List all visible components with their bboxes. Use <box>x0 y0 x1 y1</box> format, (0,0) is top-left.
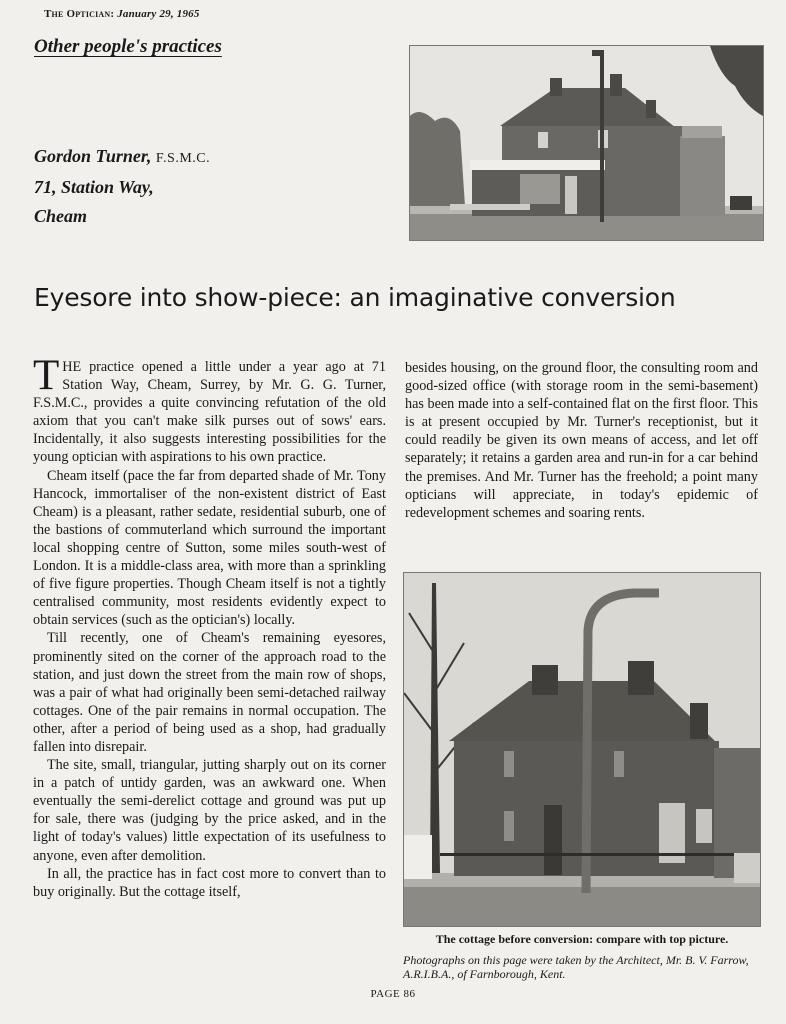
issue-date: January 29, 1965 <box>117 8 200 20</box>
article-paragraph: The site, small, triangular, jutting sharply out on its corner in a patch of untidy garden, was an awkward one. When eventually the semi-derelict cottage and ground was put up for sale, there was (judging by the price asked, and in the light of today's values) little expectation of its usefulness to anyone, even after demolition. <box>33 757 386 864</box>
address-name-line <box>34 142 210 173</box>
drop-cap: T <box>33 352 60 399</box>
photo-cottage-before <box>403 572 761 927</box>
article-paragraph: Cheam itself (pace the far from departed shade of Mr. Tony Hancock, immortaliser of the non-existent district of East Cheam) is a pleasant, rather sedate, residential suburb, one of the bastions of commuterland which surround the important local shopping centre of Sutton, some miles south-west of London. It is a middle-class area, with more than a sprinkling of five figure properties. Though Cheam itself is not a tightly centralised community, most residents evidently expect to obtain services (such as the optician's) locally. <box>33 467 386 629</box>
photo-credit: Photographs on this page were taken by the Architect, Mr. B. V. Farrow, A.R.I.B.A., of Farnborough, Kent. <box>403 953 749 981</box>
article-paragraph: besides housing, on the ground floor, the consulting room and good-sized office (with storage room in the semi-basement) has been made into a self-contained flat on the first floor. This is at present occupied by Mr. Turner's receptionist, but it could readily be given its own means of access, and let off separately; it retains a garden area and run-in for a car behind the premises. And Mr. Turner has the freehold; a point many opticians will appreciate, in today's epidemic of redevelopment schemes and soaring rents. <box>405 360 758 521</box>
article-paragraph <box>33 352 386 467</box>
article-headline: Eyesore into show-piece: an imaginative conversion <box>34 283 676 312</box>
article-paragraph: Till recently, one of Cheam's remaining eyesores, prominently sited on the corner of the approach road to the station, and just down the street from the main row of shops, was a pair of what had originally been semi-detached railway cottages. One of the pair remains in normal occupation. The other, after a period of being used as a shop, had gradually fallen into disrepair. <box>33 630 386 755</box>
practitioner-qualifications: F.S.M.C. <box>155 151 211 166</box>
practitioner-name: Gordon Turner, <box>34 146 152 166</box>
photo-cottage-before-image <box>404 573 760 926</box>
address-street: 71, Station Way, <box>34 177 154 197</box>
running-header <box>44 8 200 20</box>
photo-converted-practice <box>409 45 764 241</box>
address-town: Cheam <box>34 206 88 226</box>
photo-caption: The cottage before conversion: compare with top picture. <box>435 932 729 946</box>
photo-converted-practice-image <box>410 46 763 240</box>
journal-name: The Optician: <box>44 8 115 20</box>
article-column-right <box>405 359 758 522</box>
practice-address <box>34 142 210 231</box>
article-paragraph: In all, the practice has in fact cost more to convert than to buy originally. But the cottage itself, <box>33 865 386 900</box>
section-title: Other people's practices <box>34 36 222 57</box>
paragraph-text: HE practice opened a little under a year ago at 71 Station Way, Cheam, Surrey, by Mr. G. G. Turner, F.S.M.C., provides a quite convincing refutation of the old axiom that you can't make silk purses out of sows' ears. Incidentally, it also suggests interesting possibilities for the young optician with aspirations to his own practice. <box>33 359 386 466</box>
article-column-left <box>33 352 386 901</box>
page-number: PAGE 86 <box>370 988 416 1000</box>
